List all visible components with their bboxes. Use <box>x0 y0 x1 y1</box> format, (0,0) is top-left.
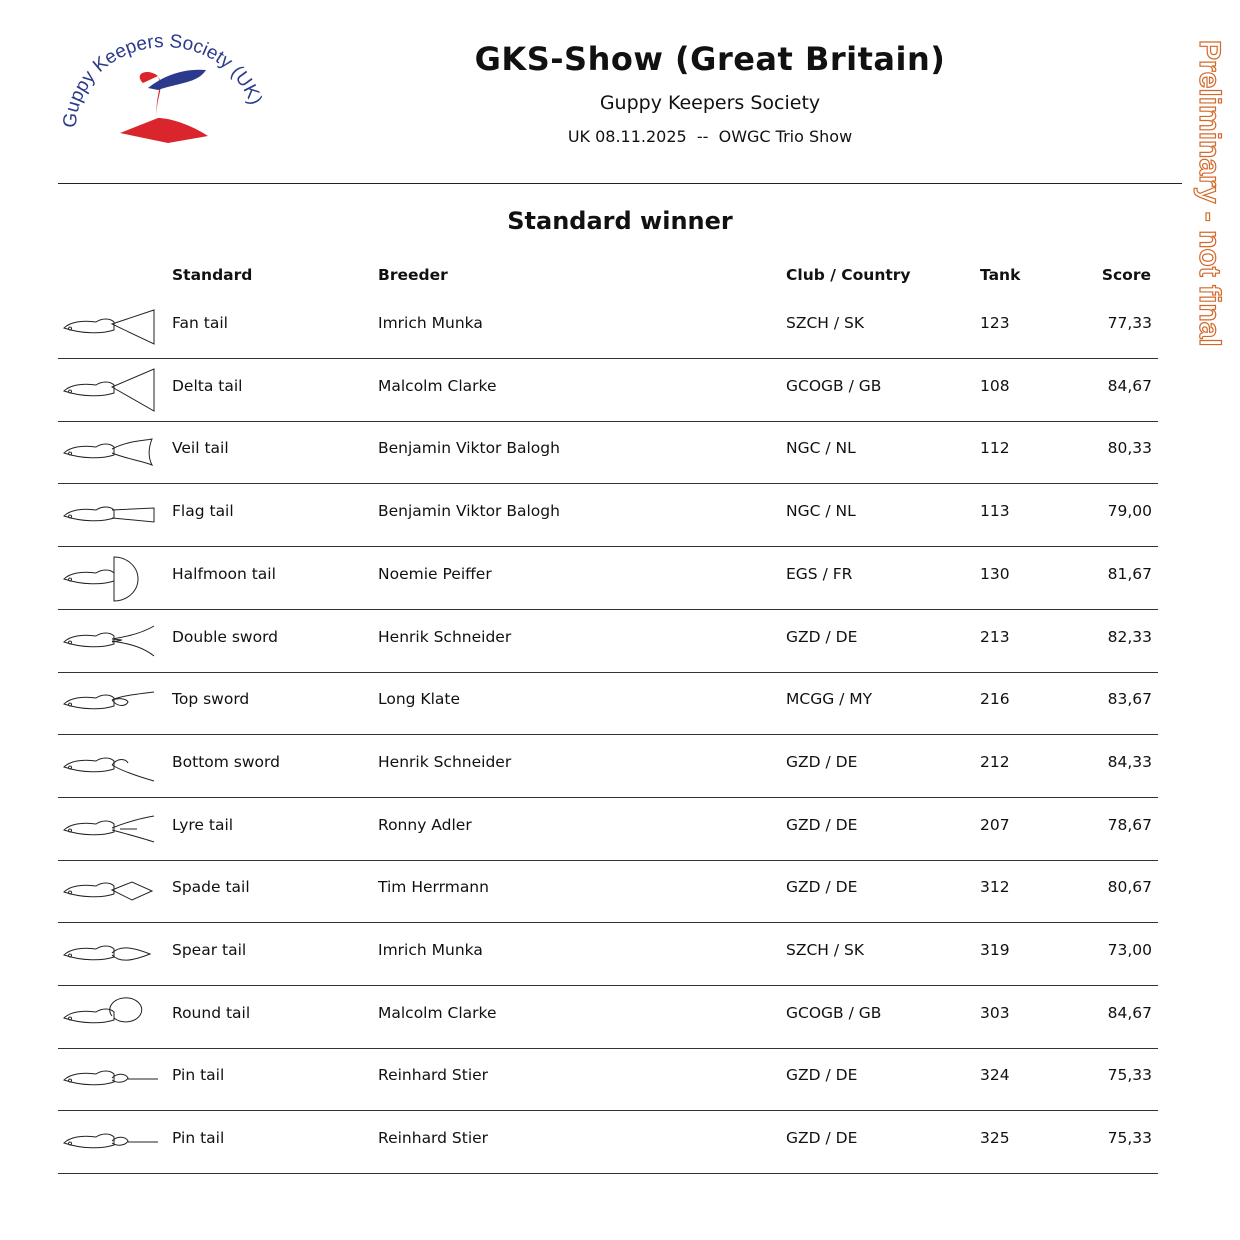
tank-cell: 213 <box>980 627 1010 646</box>
tank-cell: 319 <box>980 941 1010 959</box>
tank-cell: 324 <box>980 1066 1010 1085</box>
club-cell: NGC / NL <box>786 502 856 521</box>
show-subtitle: UK 08.11.2025 -- OWGC Trio Show <box>567 127 853 146</box>
standard-cell: Lyre tail <box>172 815 234 834</box>
tank-cell: 216 <box>980 690 1010 709</box>
standard-cell: Delta tail <box>172 376 243 395</box>
doublesword-tail-guppy-icon <box>62 618 162 666</box>
club-cell: GZD / DE <box>786 1066 858 1085</box>
col-breeder: Breeder <box>378 266 448 284</box>
score-cell: 80,33 <box>1107 439 1152 458</box>
header-divider <box>58 183 1182 184</box>
club-cell: GZD / DE <box>786 815 858 834</box>
flag-tail-guppy-icon <box>62 492 162 540</box>
table-row <box>58 735 1158 798</box>
table-row <box>58 672 1158 735</box>
breeder-cell: Benjamin Viktor Balogh <box>378 439 560 458</box>
score-cell: 75,33 <box>1107 1066 1152 1085</box>
preliminary-watermark: Preliminary - not final <box>1193 40 1226 347</box>
pin-tail-guppy-icon <box>62 1119 162 1167</box>
breeder-cell: Reinhard Stier <box>378 1129 489 1148</box>
club-cell: MCGG / MY <box>786 690 873 709</box>
halfmoon-tail-guppy-icon <box>62 555 162 603</box>
bottomsword-tail-guppy-icon <box>62 743 162 791</box>
tank-cell: 113 <box>980 502 1010 521</box>
tank-cell: 130 <box>980 564 1010 583</box>
col-tank: Tank <box>980 266 1021 284</box>
club-cell: EGS / FR <box>786 564 853 583</box>
club-cell: GZD / DE <box>786 1129 858 1148</box>
table-row <box>58 484 1158 547</box>
breeder-cell: Henrik Schneider <box>378 627 512 646</box>
score-cell: 77,33 <box>1107 314 1152 332</box>
table-row <box>58 923 1158 986</box>
col-standard: Standard <box>172 266 253 284</box>
club-cell: GZD / DE <box>786 878 858 897</box>
organization-name: Guppy Keepers Society <box>599 92 821 114</box>
score-cell: 84,33 <box>1107 752 1152 771</box>
tank-cell: 123 <box>980 314 1010 332</box>
table-row <box>58 359 1158 422</box>
tank-cell: 207 <box>980 815 1010 834</box>
spear-tail-guppy-icon <box>62 931 162 979</box>
standard-cell: Bottom sword <box>172 752 280 771</box>
score-cell: 84,67 <box>1107 1003 1152 1022</box>
score-cell: 80,67 <box>1107 878 1152 897</box>
standard-cell: Spear tail <box>172 941 247 959</box>
table-row <box>58 1048 1158 1111</box>
col-club: Club / Country <box>786 266 911 284</box>
table-row <box>58 421 1158 484</box>
tank-cell: 212 <box>980 752 1010 771</box>
pin-tail-guppy-icon <box>62 1056 162 1104</box>
breeder-cell: Tim Herrmann <box>378 878 489 897</box>
breeder-cell: Benjamin Viktor Balogh <box>378 502 560 521</box>
tank-cell: 312 <box>980 878 1010 897</box>
club-cell: SZCH / SK <box>786 314 865 332</box>
col-score: Score <box>1101 266 1151 284</box>
table-row <box>58 296 1158 359</box>
standard-cell: Fan tail <box>172 314 228 332</box>
show-title: GKS-Show (Great Britain) <box>474 40 946 78</box>
club-cell: GZD / DE <box>786 752 858 771</box>
tank-cell: 108 <box>980 376 1010 395</box>
club-cell: GCOGB / GB <box>786 1003 882 1022</box>
table-row <box>58 547 1158 610</box>
table-row <box>58 860 1158 923</box>
score-cell: 81,67 <box>1107 564 1152 583</box>
club-cell: GCOGB / GB <box>786 376 882 395</box>
standard-cell: Veil tail <box>172 439 229 458</box>
tank-cell: 303 <box>980 1003 1010 1022</box>
tank-cell: 112 <box>980 439 1010 458</box>
round-tail-guppy-icon <box>62 994 162 1042</box>
table-row <box>58 610 1158 673</box>
standard-cell: Double sword <box>172 627 279 646</box>
veil-tail-guppy-icon <box>62 429 162 477</box>
tank-cell: 325 <box>980 1129 1010 1148</box>
standard-cell: Pin tail <box>172 1066 225 1085</box>
score-cell: 79,00 <box>1107 502 1152 521</box>
score-cell: 82,33 <box>1107 627 1152 646</box>
breeder-cell: Imrich Munka <box>378 314 483 332</box>
club-cell: NGC / NL <box>786 439 856 458</box>
standard-cell: Round tail <box>172 1003 251 1022</box>
breeder-cell: Noemie Peiffer <box>378 564 492 583</box>
breeder-cell: Imrich Munka <box>378 941 483 959</box>
club-cell: SZCH / SK <box>786 941 865 959</box>
gks-logo <box>58 28 268 168</box>
club-cell: GZD / DE <box>786 627 858 646</box>
breeder-cell: Malcolm Clarke <box>378 1003 497 1022</box>
score-cell: 78,67 <box>1107 815 1152 834</box>
table-row <box>58 1111 1158 1174</box>
standard-cell: Top sword <box>172 690 250 709</box>
standard-cell: Halfmoon tail <box>172 564 276 583</box>
score-cell: 83,67 <box>1107 690 1152 709</box>
lyre-tail-guppy-icon <box>62 806 162 854</box>
table-row <box>58 798 1158 861</box>
delta-tail-guppy-icon <box>62 367 162 415</box>
breeder-cell: Henrik Schneider <box>378 752 512 771</box>
breeder-cell: Malcolm Clarke <box>378 376 497 395</box>
standard-cell: Flag tail <box>172 502 234 521</box>
standard-cell: Pin tail <box>172 1129 225 1148</box>
standard-cell: Spade tail <box>172 878 250 897</box>
fan-tail-guppy-icon <box>62 304 162 352</box>
section-title: Standard winner <box>507 207 733 235</box>
breeder-cell: Long Klate <box>378 690 461 709</box>
spade-tail-guppy-icon <box>62 868 162 916</box>
score-cell: 73,00 <box>1107 941 1152 959</box>
score-cell: 84,67 <box>1107 376 1152 395</box>
breeder-cell: Ronny Adler <box>378 815 472 834</box>
topsword-tail-guppy-icon <box>62 680 162 728</box>
breeder-cell: Reinhard Stier <box>378 1066 489 1085</box>
svg-text:Guppy Keepers Society (UK): Guppy Keepers Society (UK) <box>59 31 266 129</box>
table-row <box>58 986 1158 1049</box>
score-cell: 75,33 <box>1107 1129 1152 1148</box>
